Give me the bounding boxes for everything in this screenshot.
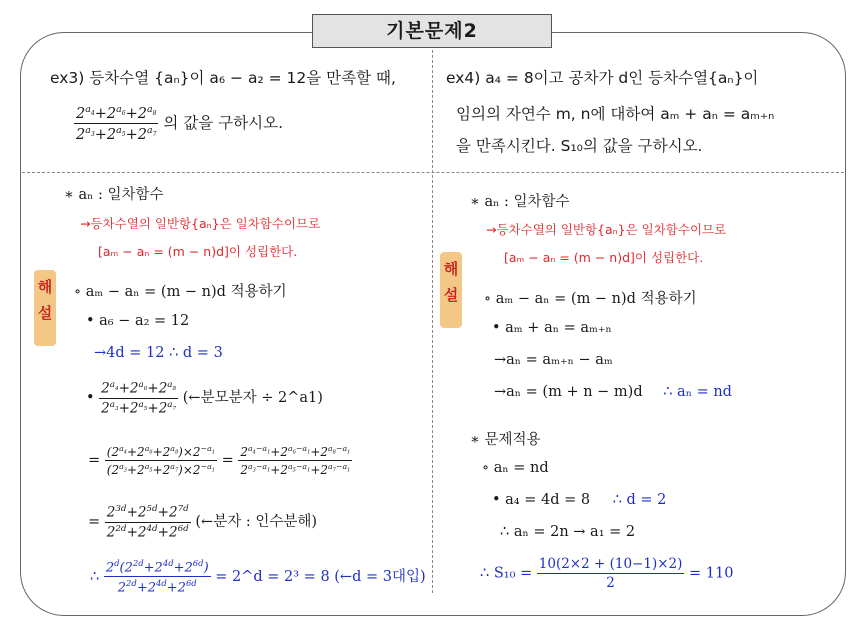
- right-s10-blue: ∴ d = 2: [612, 492, 667, 508]
- left-s9-note: (←분자 : 인수분해): [195, 514, 317, 530]
- right-s7: [494, 384, 732, 400]
- left-s1: ∗ aₙ : 일차함수: [64, 187, 164, 203]
- right-s9: ∘ aₙ = nd: [482, 460, 549, 476]
- ex3-fraction: $\frac{2^{a_4}+2^{a_6}+2^{a_8}}{2^{a_3}+2^{a_5}+2^{a_7}}$: [76, 104, 157, 143]
- right-s7-text: →aₙ = (m + n − m)d: [494, 384, 643, 400]
- left-s10-note: = 2^d = 2³ = 8 (←d = 3대입): [215, 568, 426, 585]
- right-s12: [480, 556, 733, 591]
- left-s6: →4d = 12 ∴ d = 3: [94, 345, 223, 361]
- right-s11: ∴ aₙ = 2n → a₁ = 2: [500, 524, 636, 540]
- solution-badge-right: 해 설: [440, 252, 462, 328]
- left-s5: • a₆ − a₂ = 12: [86, 313, 190, 329]
- left-s10: ∴ $\frac{2^d(2^{2d}+2^{4d}+2^{6d})}{2^{2d}+2^{4d}+2^{6d}}$ = 2^d = 2³ = 8 (←d = 3대입): [90, 558, 426, 596]
- right-s12-result: = 110: [688, 565, 734, 582]
- right-s1: ∗ aₙ : 일차함수: [470, 194, 570, 210]
- horizontal-divider: [22, 172, 844, 173]
- page-title: 기본문제2: [312, 14, 552, 48]
- right-s12-den: 2: [606, 575, 615, 591]
- ex4-line2: 임의의 자연수 m, n에 대하여 aₘ + aₙ = aₘ₊ₙ: [456, 105, 775, 123]
- ex4-line1: ex4) a₄ = 8이고 공차가 d인 등차수열{aₙ}이: [446, 69, 759, 87]
- right-s7-blue: ∴ aₙ = nd: [663, 384, 732, 400]
- left-s8: = $\frac{(2^{a_4}+2^{a_6}+2^{a_8})\times 2^{-a_1}}{(2^{a_3}+2^{a_5}+2^{a_7})\times 2^{-a_1}}$ = $\frac{2^{a_4-a_1}+2^{a_6-a_1}+2^{a_8-a_1}}{2^{a_3-a_1}+2^{a_5-a_1}+2^{a_7-a_1}}$: [88, 444, 351, 477]
- right-s2: →등차수열의 일반항{aₙ}은 일차함수이므로: [486, 222, 727, 237]
- right-s6: →aₙ = aₘ₊ₙ − aₘ: [494, 352, 613, 368]
- left-s7: • $\frac{2^{a_4}+2^{a_6}+2^{a_8}}{2^{a_3}+2^{a_5}+2^{a_7}}$ (←분모분자 ÷ 2^a1): [86, 380, 323, 416]
- left-s3: [aₘ − aₙ = (m − n)d]이 성립한다.: [98, 244, 298, 259]
- solution-badge-left: 해 설: [34, 270, 56, 346]
- right-s5: • aₘ + aₙ = aₘ₊ₙ: [492, 320, 612, 336]
- ex4-line3: 을 만족시킨다. S₁₀의 값을 구하시오.: [456, 137, 703, 155]
- right-s12-num: 10(2×2 + (10−1)×2): [538, 556, 683, 572]
- ex3-line2: [74, 104, 283, 143]
- left-s2: →등차수열의 일반항{aₙ}은 일차함수이므로: [80, 216, 321, 231]
- right-s4: ∘ aₘ − aₙ = (m − n)d 적용하기: [484, 291, 697, 307]
- vertical-divider: [432, 45, 433, 593]
- right-s12-prefix: ∴ S₁₀ =: [480, 565, 533, 582]
- ex3-line1: ex3) 등차수열 {aₙ}이 a₆ − a₂ = 12을 만족할 때,: [50, 69, 396, 87]
- left-s7-note: (←분모분자 ÷ 2^a1): [182, 390, 323, 406]
- left-s9: = $\frac{2^{3d}+2^{5d}+2^{7d}}{2^{2d}+2^{4d}+2^{6d}}$ (←분자 : 인수분해): [88, 504, 317, 540]
- right-s10-text: • a₄ = 4d = 8: [492, 492, 591, 508]
- right-s10: [492, 492, 666, 508]
- right-s3: [aₘ − aₙ = (m − n)d]이 성립한다.: [504, 250, 704, 265]
- left-s4: ∘ aₘ − aₙ = (m − n)d 적용하기: [74, 284, 287, 300]
- ex3-line2-suffix: 의 값을 구하시오.: [163, 113, 284, 132]
- right-s8: ∗ 문제적용: [470, 432, 541, 448]
